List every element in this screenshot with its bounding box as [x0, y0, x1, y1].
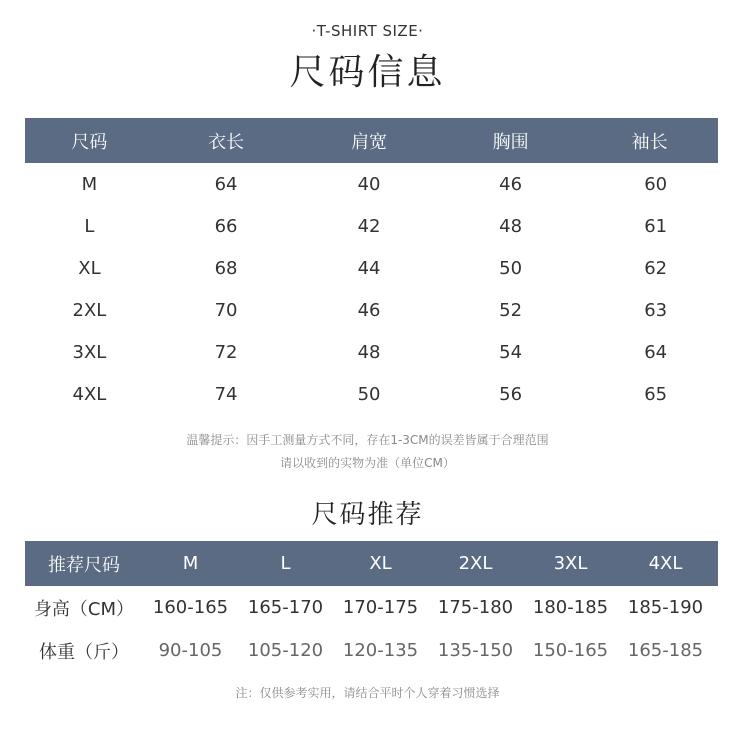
- table-cell: 90-105: [158, 640, 223, 661]
- table-cell: 4XL: [72, 383, 107, 405]
- recommend-title: 尺码推荐: [311, 500, 424, 530]
- recommend-header-cell: 推荐尺码: [48, 554, 120, 576]
- recommend-header-cell: M: [182, 553, 199, 574]
- recommend-table-header: [25, 541, 718, 586]
- subtitle-english: ·T-SHIRT SIZE·: [311, 22, 424, 40]
- table-cell: 65: [644, 383, 668, 405]
- table-cell: 50: [357, 383, 381, 405]
- header-shoulder: 肩宽: [351, 131, 388, 153]
- size-info-table: [25, 118, 718, 415]
- table-cell: 身高（CM）: [33, 598, 135, 620]
- table-cell: 180-185: [532, 597, 609, 618]
- table-cell: 74: [214, 383, 238, 405]
- table-cell: 50: [499, 257, 523, 279]
- recommend-header-cell: 3XL: [553, 553, 588, 574]
- table-cell: 56: [499, 383, 523, 405]
- table-cell: 2XL: [72, 299, 107, 321]
- weight-row: [25, 629, 718, 672]
- table-row: [25, 331, 718, 373]
- table-cell: 44: [357, 257, 381, 279]
- table-cell: 48: [357, 341, 381, 363]
- table-row: [25, 289, 718, 331]
- header-sleeve: 袖长: [631, 131, 668, 153]
- footer-note: 注：仅供参考实用，请结合平时个人穿着习惯选择: [235, 686, 500, 700]
- table-cell: 160-165: [152, 597, 229, 618]
- table-cell: 135-150: [437, 640, 514, 661]
- table-row: [25, 373, 718, 415]
- measurement-tip: 温馨提示：因手工测量方式不同，存在1-3CM的误差皆属于合理范围: [186, 433, 549, 447]
- table-cell: L: [84, 215, 95, 237]
- table-cell: 175-180: [437, 597, 514, 618]
- table-cell: 170-175: [342, 597, 419, 618]
- page-title: 尺码信息: [289, 52, 446, 93]
- recommend-header-cell: 2XL: [458, 553, 493, 574]
- table-cell: 150-165: [532, 640, 609, 661]
- table-cell: 165-185: [627, 640, 704, 661]
- table-cell: 68: [214, 257, 238, 279]
- table-cell: 体重（斤）: [39, 641, 129, 663]
- table-cell: 3XL: [72, 341, 107, 363]
- size-recommend-table: [25, 541, 718, 672]
- recommend-header-cell: 4XL: [648, 553, 683, 574]
- size-table-header: [25, 118, 718, 163]
- table-cell: 61: [644, 215, 668, 237]
- table-cell: 40: [357, 173, 381, 195]
- table-cell: 64: [214, 173, 238, 195]
- unit-note: 请以收到的实物为准（单位CM）: [280, 456, 455, 470]
- table-cell: 185-190: [627, 597, 704, 618]
- table-cell: 64: [644, 341, 668, 363]
- recommend-header-cell: XL: [369, 553, 392, 574]
- table-row: [25, 163, 718, 205]
- header-length: 衣长: [208, 131, 245, 153]
- header-chest: 胸围: [492, 131, 529, 153]
- header-size: 尺码: [71, 131, 108, 153]
- table-cell: 62: [644, 257, 668, 279]
- table-cell: 120-135: [342, 640, 419, 661]
- table-cell: 46: [499, 173, 523, 195]
- height-row: [25, 586, 718, 629]
- table-cell: 48: [499, 215, 523, 237]
- table-cell: 42: [357, 215, 381, 237]
- table-row: [25, 247, 718, 289]
- table-cell: 72: [214, 341, 238, 363]
- table-cell: 165-170: [247, 597, 324, 618]
- recommend-header-cell: L: [280, 553, 291, 574]
- table-cell: XL: [78, 257, 101, 279]
- table-cell: 52: [499, 299, 523, 321]
- table-cell: 66: [214, 215, 238, 237]
- table-cell: 70: [214, 299, 238, 321]
- table-cell: 46: [357, 299, 381, 321]
- table-row: [25, 205, 718, 247]
- table-cell: 63: [644, 299, 668, 321]
- table-cell: 105-120: [247, 640, 324, 661]
- table-cell: 60: [644, 173, 668, 195]
- table-cell: 54: [499, 341, 523, 363]
- table-cell: M: [81, 173, 98, 195]
